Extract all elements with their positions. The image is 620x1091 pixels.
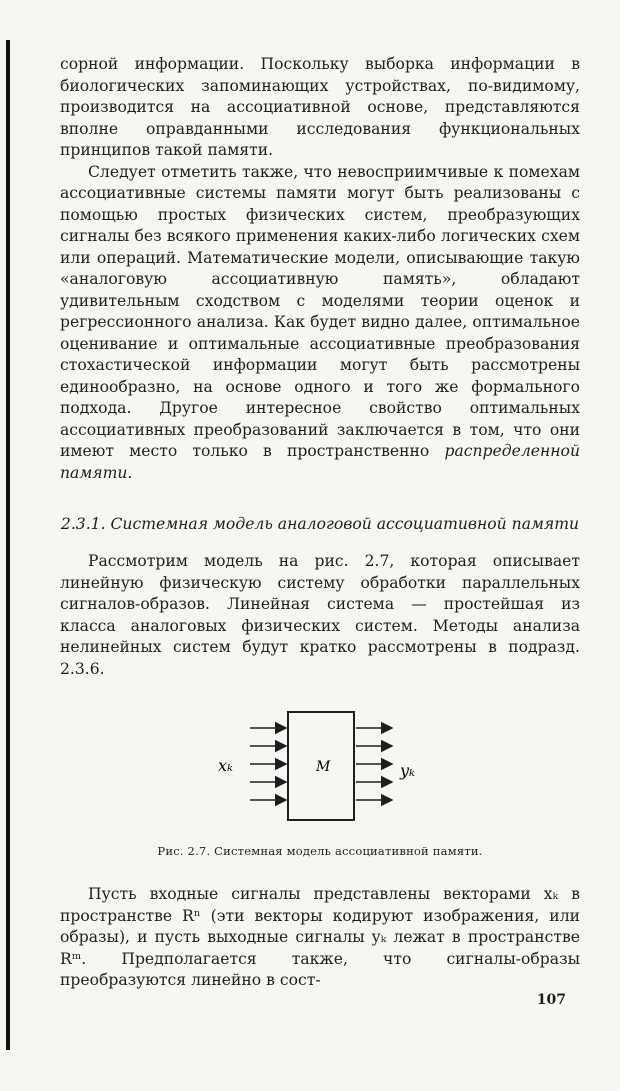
paragraph-2 bbox=[60, 162, 580, 485]
binding-edge bbox=[6, 40, 10, 1050]
paragraph-1: сорной информации. Поскольку выборка информации в биологических запоминающих устройствах, по-видимому, производится на ассоциативной основе, представляются вполне оправданными исследования функциональных принципов такой памяти. bbox=[60, 55, 580, 159]
paragraph-4: Пусть входные сигналы представлены векторами xₖ в пространстве Rⁿ (эти векторы кодируют изображения, или образы), и пусть выходные сигналы yₖ лежат в пространстве Rᵐ. Предполагается также, что сигналы-образы преобразуются линейно в сост- bbox=[60, 885, 580, 989]
paragraph-2-text: Следует отметить также, что невосприимчивые к помехам ассоциативные системы памяти могут быть реализованы с помощью простых физических систем, преобразующих сигналы без всякого применения каких-либо логических схем или операций. Математические модели, описывающие такую «аналоговую ассоциативную память», обладают удивительным сходством с моделями теории оценок и регрессионного анализа. Как будет видно далее, оптимальное оценивание и оптимальные ассоциативные преобразования стохастической информации могут быть рассмотрены единообразно, на основе одного и того же формального подхода. Другое интересное свойство оптимальных ассоциативных преобразований заключается в том, что они имеют место только в пространственно bbox=[60, 162, 580, 460]
input-label: xₖ bbox=[218, 756, 233, 775]
figure-2-7 bbox=[60, 694, 580, 844]
output-arrows bbox=[356, 728, 392, 800]
book-page bbox=[60, 54, 580, 992]
paragraph-2-italic: распределенной памяти. bbox=[60, 442, 580, 482]
memory-box-label: M bbox=[316, 759, 331, 775]
system-model-diagram bbox=[60, 694, 580, 844]
page-number: 107 bbox=[536, 992, 566, 1008]
section-title: 2.3.1. Системная модель аналоговой ассоциативной памяти bbox=[60, 515, 580, 533]
input-arrows bbox=[250, 728, 286, 800]
paragraph-3: Рассмотрим модель на рис. 2.7, которая описывает линейную физическую систему обработки параллельных сигналов-образов. Линейная система — простейшая из класса аналоговых физических систем. Методы анализа нелинейных систем будут кратко рассмотрены в подразд. 2.3.6. bbox=[60, 552, 580, 678]
output-label: yₖ bbox=[400, 761, 415, 780]
figure-caption: Рис. 2.7. Системная модель ассоциативной памяти. bbox=[157, 844, 483, 858]
